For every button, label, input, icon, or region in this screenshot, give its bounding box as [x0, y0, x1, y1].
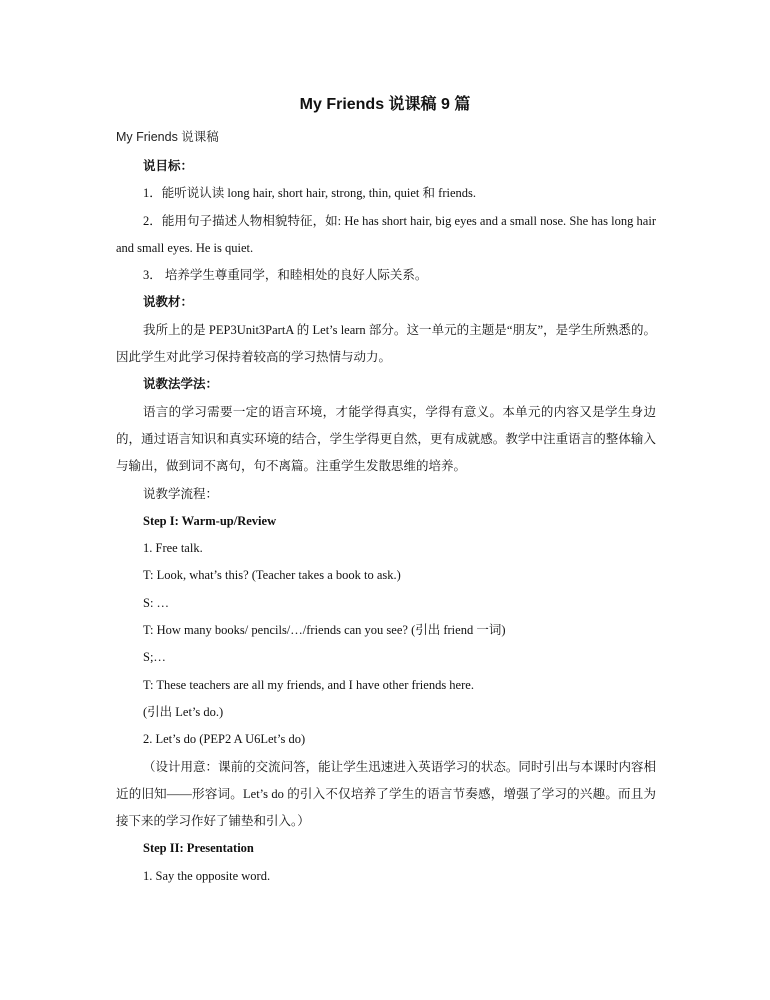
paragraph: 1. Free talk. [143, 541, 203, 556]
document-subtitle: My Friends 说课稿 [116, 130, 219, 144]
paragraph: 2. Let’s do (PEP2 A U6Let’s do) [143, 732, 306, 747]
paragraph: T: Look, what’s this? (Teacher takes a book to ask.) [143, 568, 401, 583]
section-heading: 说目标： [143, 159, 194, 173]
paragraph: S: … [143, 595, 170, 610]
paragraph: 我所上的是 PEP3Unit3PartA 的 Let’s learn 部分。这一单元的主题是“朋友”，是学生所熟悉的。因此学生对此学习保持着较高的学习热情与动力。 [116, 322, 656, 365]
section-heading: Step II: Presentation [143, 841, 254, 856]
section-heading: 说教材： [143, 295, 194, 310]
document-title: My Friends 说课稿 9 篇 [299, 96, 471, 113]
paragraph: （设计用意：课前的交流问答，能让学生迅速进入英语学习的状态。同时引出与本课时内容相近的旧知——形容词。Let’s do 的引入不仅培养了学生的语言节奏感，增强了学习的兴趣。而且为接下来的学习作好了铺垫和引入。） [116, 759, 656, 829]
paragraph: 语言的学习需要一定的语言环境，才能学得真实，学得有意义。本单元的内容又是学生身边的，通过语言知识和真实环境的结合，学生学得更自然，更有成就感。教学中注重语言的整体输入与输出，做到词不离句，句不离篇。注重学生发散思维的培养。 [116, 404, 656, 474]
paragraph: 说教学流程： [143, 486, 219, 501]
paragraph: T: These teachers are all my friends, and I have other friends here. [143, 677, 474, 692]
section-heading: 说教法学法： [143, 377, 219, 392]
document-body [116, 153, 656, 890]
paragraph: S;… [143, 650, 166, 665]
paragraph: (引出 Let’s do.) [143, 704, 224, 719]
paragraph: 2．能用句子描述人物相貌特征，如: He has short hair, big eyes and a small nose. She has long hair and small eyes. He is quiet. [116, 213, 656, 255]
paragraph: T: How many books/ pencils/…/friends can you see? (引出 friend 一词) [143, 623, 506, 638]
section-heading: Step I: Warm-up/Review [143, 513, 277, 528]
paragraph: 1. Say the opposite word. [143, 868, 271, 883]
paragraph: 1．能听说认读 long hair, short hair, strong, thin, quiet 和 friends. [143, 186, 476, 201]
paragraph: 3． 培养学生尊重同学，和睦相处的良好人际关系。 [143, 268, 428, 283]
